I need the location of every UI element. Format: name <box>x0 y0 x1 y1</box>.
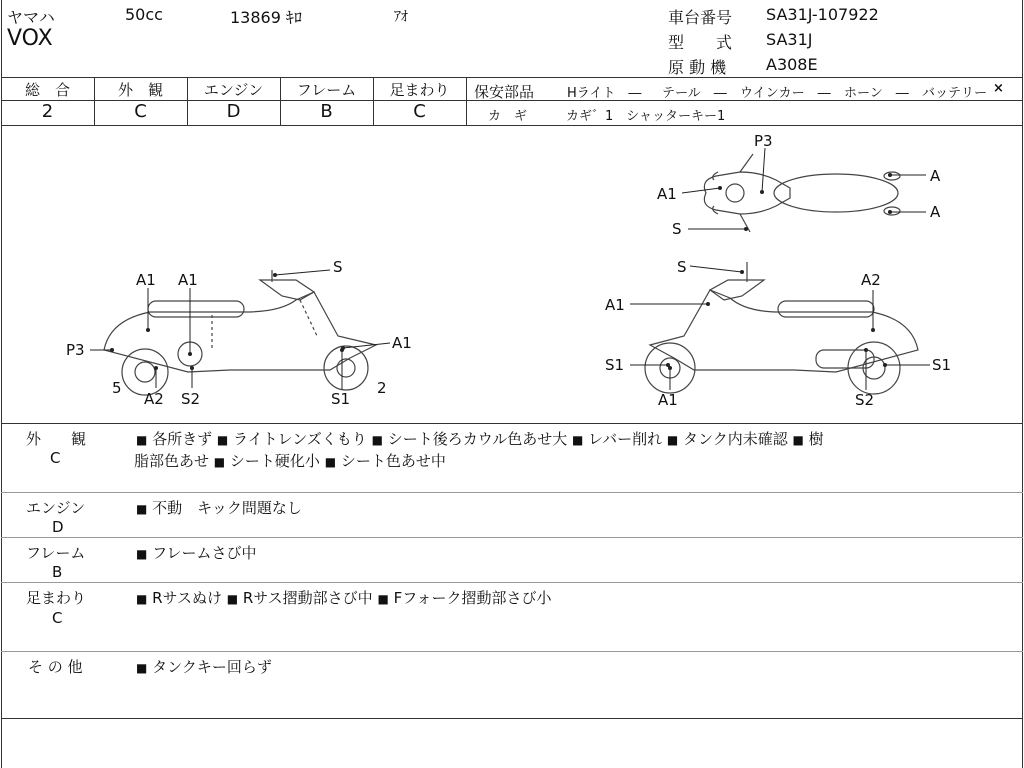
bullet-icon: ■ <box>213 455 226 469</box>
remark-other-label: そ の 他 <box>28 658 83 676</box>
grade-overall-value: 2 <box>41 101 54 122</box>
remark-engine-grade: D <box>52 518 64 536</box>
frame-number-label: 車台番号 <box>668 8 733 27</box>
bullet-icon: ■ <box>216 433 229 447</box>
label-right-s1-right: S1 <box>932 356 952 374</box>
remark-exterior-grade: C <box>50 449 61 467</box>
remark-exterior-line2 <box>134 450 446 471</box>
mileage: 13869 ｷﾛ <box>230 8 302 27</box>
remark-engine-line <box>136 497 302 518</box>
rule-remark-3 <box>1 582 1023 583</box>
remark-item: フレームさび中 <box>152 544 257 562</box>
remark-item: 脂部色あせ <box>134 452 210 470</box>
remark-item: シート後ろカウル色あせ大 <box>387 430 568 448</box>
rule-header-bottom <box>1 77 1023 78</box>
frame-number-value: SA31J-107922 <box>766 5 879 24</box>
remark-engine-label: エンジン <box>26 499 86 517</box>
label-right-s2: S2 <box>855 391 875 409</box>
maker: ヤマハ <box>7 8 55 27</box>
remark-item: 樹 <box>808 430 824 448</box>
scooter-diagram <box>0 126 1022 423</box>
bullet-icon: ■ <box>792 433 804 447</box>
bullet-icon: ■ <box>136 661 148 675</box>
safety-horn: ホーン ― <box>844 86 909 101</box>
label-left-2: 2 <box>377 379 387 397</box>
label-top-a-upper: A <box>930 167 941 185</box>
remark-item: Rサス摺動部さび中 <box>242 589 373 607</box>
bullet-icon: ■ <box>377 592 389 606</box>
remark-suspension-line <box>136 587 551 608</box>
label-left-a1-2: A1 <box>178 271 198 289</box>
grade-overall-label: 総 合 <box>24 81 70 99</box>
label-left-a1-front: A1 <box>392 334 412 352</box>
rule-remark-5 <box>1 718 1023 719</box>
bullet-icon: ■ <box>371 433 383 447</box>
bullet-icon: ■ <box>324 455 337 469</box>
label-right-a1: A1 <box>605 296 625 314</box>
grade-frame-label: フレーム <box>296 81 357 99</box>
key-value: カギ゛1 シャッターキー1 <box>566 109 726 124</box>
safety-title: 保安部品 <box>474 83 535 101</box>
remark-item: Fフォーク摺動部さび小 <box>393 589 552 607</box>
grade-exterior-label: 外 観 <box>117 81 163 99</box>
remark-frame-label: フレーム <box>26 544 86 562</box>
displacement: 50cc <box>125 5 163 24</box>
label-left-s: S <box>333 258 343 276</box>
type-label: 型 式 <box>668 33 733 52</box>
remark-item: タンクキー回らず <box>152 658 272 676</box>
bullet-icon: ■ <box>666 433 679 447</box>
type-value: SA31J <box>766 30 813 49</box>
rule-remark-1 <box>1 492 1023 493</box>
remark-suspension-label: 足まわり <box>26 589 87 607</box>
remark-frame-line <box>136 542 257 563</box>
label-right-s: S <box>677 258 687 276</box>
engine-value: A308E <box>766 55 818 74</box>
label-top-s: S <box>672 220 682 238</box>
rule-diagram-bottom <box>1 423 1023 424</box>
label-left-s2: S2 <box>181 390 201 408</box>
bullet-icon: ■ <box>136 502 148 516</box>
label-left-s1: S1 <box>331 390 351 408</box>
remark-item: シート硬化小 <box>229 452 320 470</box>
engine-label: 原 動 機 <box>668 58 727 77</box>
grade-engine-value: D <box>226 101 241 122</box>
remark-item: 不動 キック問題なし <box>152 499 302 517</box>
remark-item: タンク内未確認 <box>683 430 788 448</box>
remark-exterior-line1 <box>136 428 824 449</box>
label-right-a1-bottom: A1 <box>658 391 678 409</box>
safety-headlight: Hライト ― <box>567 86 642 101</box>
body-color: ｱｵ <box>394 9 408 25</box>
bullet-icon: ■ <box>136 433 148 447</box>
grade-exterior-value: C <box>134 101 147 122</box>
remark-item: ライトレンズくもり <box>233 430 367 448</box>
safety-winker: ウインカー ― <box>740 86 831 101</box>
label-left-5: 5 <box>112 379 122 397</box>
remark-exterior-label: 外 観 <box>26 430 87 448</box>
label-right-s1-left: S1 <box>605 356 625 374</box>
bullet-icon: ■ <box>572 433 584 447</box>
label-top-a-lower: A <box>930 203 941 221</box>
remark-frame-grade: B <box>52 563 63 581</box>
label-left-a2: A2 <box>144 390 164 408</box>
remark-item: レバー削れ <box>588 430 663 448</box>
remark-item: Rサスぬけ <box>152 589 222 607</box>
grade-suspension-value: C <box>413 101 426 122</box>
label-right-a2: A2 <box>861 271 881 289</box>
grade-frame-value: B <box>320 101 333 122</box>
grade-suspension-label: 足まわり <box>389 81 450 99</box>
bullet-icon: ■ <box>136 547 148 561</box>
bullet-icon: ■ <box>226 592 239 606</box>
rule-remark-2 <box>1 537 1023 538</box>
scooter-top-view-outline <box>704 154 900 232</box>
rule-remark-4 <box>1 651 1023 652</box>
label-top-p3: P3 <box>754 132 773 150</box>
remark-other-line <box>136 656 272 677</box>
safety-tail: テール ― <box>662 86 727 101</box>
label-left-a1-1: A1 <box>136 271 156 289</box>
remark-item: 各所きず <box>152 430 213 448</box>
label-left-p3: P3 <box>66 341 85 359</box>
key-label: カ ギ <box>488 109 528 124</box>
remark-suspension-grade: C <box>52 609 63 627</box>
label-top-a1: A1 <box>657 185 677 203</box>
safety-battery-mark: × <box>993 81 1004 96</box>
grade-divider-5 <box>466 77 467 125</box>
grade-engine-label: エンジン <box>203 81 264 99</box>
frame-right <box>1022 0 1023 768</box>
bullet-icon: ■ <box>136 592 148 606</box>
safety-battery: バッテリー <box>922 86 988 101</box>
remark-item: シート色あせ中 <box>340 452 446 470</box>
leader-lines <box>90 148 930 390</box>
damage-markers <box>110 173 892 370</box>
model-name: VOX <box>7 26 53 51</box>
